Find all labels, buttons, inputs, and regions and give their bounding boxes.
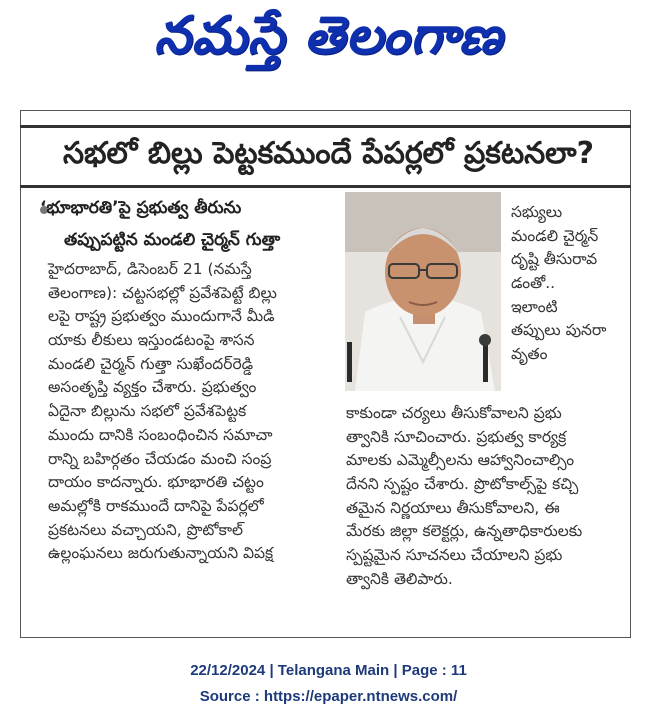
body-line: తమైన నిర్ణయాలు తీసుకోవాలని, ఈ: [346, 498, 560, 517]
footer: [0, 658, 657, 710]
portrait-photo: [345, 192, 501, 391]
headline: సభలో బిల్లు పెట్టకముందే పేపర్లలో ప్రకటనలా?: [63, 136, 594, 171]
body-column-right-wide: [346, 402, 621, 592]
body-line: దేనని స్పష్టం చేశారు. ప్రొటోకాల్స్‌పై కచ్చి: [346, 475, 579, 494]
body-line: ఉల్లంఘనలు జరుగుతున్నాయని విపక్ష: [48, 544, 274, 563]
body-line: కాకుండా చర్యలు తీసుకోవాలని ప్రభు: [346, 404, 562, 422]
masthead: [0, 0, 657, 80]
portrait-illustration: [345, 192, 501, 391]
headline-top-rule: [20, 125, 631, 128]
body-line: మండలి చైర్మన్ గుత్తా సుఖేందర్‌రెడ్డి: [48, 354, 254, 373]
subheadline-line-2: తప్పుపట్టిన మండలి చైర్మన్ గుత్తా: [64, 230, 281, 250]
body-line: మాలకు ఎమ్మెల్సీలను ఆహ్వానించాల్సిం: [346, 451, 575, 470]
body-line: ముందు దానికి సంబంధించిన సమాచా: [48, 425, 273, 444]
body-line: మేరకు జిల్లా కలెక్టర్లు, ఉన్నతాధికారులకు: [346, 522, 583, 541]
body-line: లపై రాష్ట్ర ప్రభుత్వం ముందుగానే మీడి: [48, 307, 275, 326]
body-line: ఏదైనా బిల్లును సభలో ప్రవేశపెట్టక: [48, 402, 247, 421]
body-line: దృష్టి తీసురావ: [511, 250, 598, 269]
body-line: వృతం: [511, 345, 548, 364]
body-line: రాన్ని బహిర్గతం చేయడం మంచి సంప్ర: [48, 449, 272, 468]
footer-date-page: 22/12/2024 | Telangana Main | Page : 11: [190, 662, 467, 679]
body-line: సభ్యులు: [511, 203, 563, 221]
body-line: దాయం కాదన్నారు. భూభారతి చట్టం: [48, 473, 264, 492]
body-line: తెలంగాణ): చట్టసభల్లో ప్రవేశపెట్టే బిల్లు: [48, 283, 277, 302]
subheadline-line-1: ‘భూభారతి’పై ప్రభుత్వ తీరును: [40, 198, 242, 218]
body-line: డంతో..: [511, 274, 556, 293]
body-line: తప్పులు పునరా: [511, 321, 607, 340]
body-line: త్వానికి తెలిపారు.: [346, 569, 453, 588]
body-line: స్పష్టమైన సూచనలు చేయాలని ప్రభు: [346, 546, 563, 565]
body-line: ప్రకటనలు వచ్చాయని, ప్రొటోకాల్: [48, 520, 244, 539]
footer-source: Source : https://epaper.ntnews.com/: [199, 688, 458, 705]
body-line: త్వానికి సూచించారు. ప్రభుత్వ కార్యక్ర: [346, 427, 567, 446]
body-column-right-narrow: [511, 201, 621, 367]
body-line: హైదరాబాద్, డిసెంబర్ 21 (నమస్తే: [48, 260, 252, 278]
body-line: యాకు లీకులు ఇస్తుండటంపై శాసన: [48, 331, 255, 350]
body-line: అమల్లోకి రాకముందే దానిపై పేపర్లలో: [48, 496, 264, 515]
body-line: అసంతృప్తి వ్యక్తం చేశారు. ప్రభుత్వం: [48, 378, 257, 397]
body-column-left: [48, 258, 338, 566]
newspaper-logo: నమస్తే తెలంగాణ: [154, 6, 503, 66]
body-line: మండలి చైర్మన్: [511, 226, 599, 245]
body-line: ఇలాంటి: [511, 297, 558, 316]
headline-bottom-rule: [20, 185, 631, 188]
